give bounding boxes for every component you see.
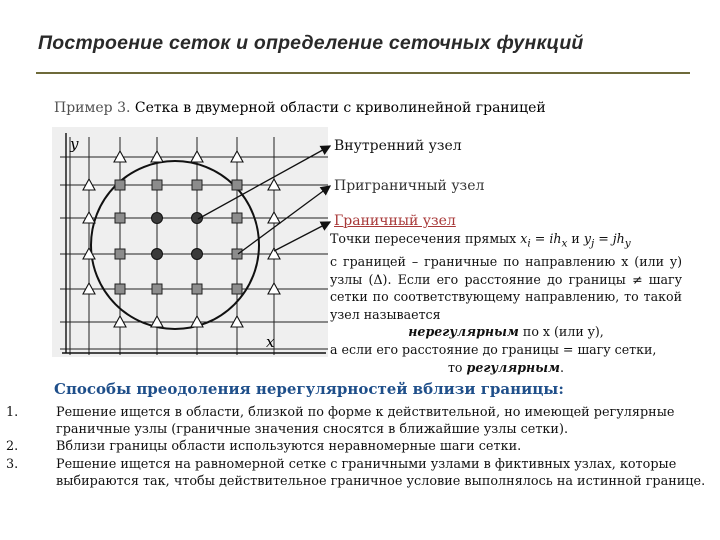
callout-near-boundary-node: Приграничный узел bbox=[334, 178, 485, 194]
near-boundary-node-icon bbox=[115, 180, 125, 190]
method-text: Вблизи границы области используются неравномерные шаги сетки. bbox=[56, 439, 522, 455]
description-block bbox=[330, 230, 682, 376]
near-boundary-node-icon bbox=[232, 249, 242, 259]
title-underline bbox=[36, 72, 690, 74]
callout-interior-node: Внутренний узел bbox=[334, 138, 462, 154]
regular-term: регулярным bbox=[466, 359, 560, 375]
irregular-tail: по x (или y), bbox=[522, 324, 604, 340]
near-boundary-node-icon bbox=[152, 284, 162, 294]
formula-y-var: y bbox=[583, 231, 591, 246]
example-caption bbox=[54, 100, 546, 116]
description-line-intersections bbox=[330, 230, 682, 253]
formula-y-rhs-sub: y bbox=[624, 237, 631, 250]
interior-node-icon bbox=[192, 213, 203, 224]
near-boundary-node-icon bbox=[232, 180, 242, 190]
formula-x bbox=[520, 231, 568, 250]
near-boundary-node-icon bbox=[152, 180, 162, 190]
method-number: 1. bbox=[6, 405, 19, 420]
methods-heading: Способы преодоления нерегулярностей вблизи границы: bbox=[54, 380, 564, 398]
formula-x-rhs-sub: x bbox=[561, 237, 568, 250]
near-boundary-nodes bbox=[115, 180, 242, 294]
methods-list bbox=[0, 404, 720, 490]
method-item bbox=[0, 404, 720, 438]
interior-nodes bbox=[152, 213, 203, 260]
description-regular-condition: а если его расстояние до границы = шагу сетки, bbox=[330, 342, 657, 358]
callout-boundary-node: Граничный узел bbox=[334, 213, 456, 229]
grid-figure bbox=[52, 127, 328, 357]
method-text: Решение ищется в области, близкой по форме к действительной, но имеющей регулярные граничные узлы (граничные значения сносятся в ближайшие узлы сетки). bbox=[56, 405, 675, 438]
x-axis-label: x bbox=[266, 333, 275, 351]
intersections-text: Точки пересечения прямых bbox=[330, 231, 517, 246]
interior-node-icon bbox=[192, 249, 203, 260]
grid-figure-svg bbox=[52, 127, 328, 357]
near-boundary-node-icon bbox=[115, 249, 125, 259]
method-item bbox=[0, 456, 720, 490]
and-word: и bbox=[571, 231, 580, 246]
irregular-term: нерегулярным bbox=[408, 324, 519, 340]
formula-y-rhs: = jh bbox=[594, 231, 625, 246]
example-text: Сетка в двумерной области с криволинейной границей bbox=[134, 100, 546, 116]
near-boundary-node-icon bbox=[115, 284, 125, 294]
formula-y-sub: j bbox=[590, 237, 595, 250]
interior-node-icon bbox=[152, 249, 163, 260]
axes bbox=[62, 133, 326, 353]
interior-node-icon bbox=[152, 213, 163, 224]
example-label: Пример 3. bbox=[54, 100, 131, 116]
formula-x-rhs: = ih bbox=[530, 231, 562, 246]
regular-end: . bbox=[560, 359, 565, 375]
method-number: 2. bbox=[6, 439, 19, 455]
page-title: Построение сеток и определение сеточных функций bbox=[38, 32, 584, 54]
near-boundary-node-icon bbox=[115, 213, 125, 223]
regular-then: то bbox=[447, 359, 463, 375]
description-regular bbox=[330, 359, 682, 377]
formula-x-sub: i bbox=[527, 237, 531, 250]
near-boundary-node-icon bbox=[232, 284, 242, 294]
formula-x-var: x bbox=[520, 231, 528, 246]
method-item bbox=[0, 438, 720, 455]
y-axis-label: y bbox=[70, 135, 79, 153]
method-number: 3. bbox=[6, 456, 19, 472]
formula-y bbox=[583, 231, 631, 250]
near-boundary-node-icon bbox=[192, 284, 202, 294]
description-paragraph: с границей – граничные по направлению x (или y) узлы (Δ). Если его расстояние до границы ≠ шагу сетки по соответствующему направлению, то такой узел называется bbox=[330, 254, 682, 322]
method-text: Решение ищется на равномерной сетке с граничными узлами в фиктивных узлах, которые выбираются так, чтобы действительное граничное условие выполнялось на истинной границе. bbox=[56, 456, 706, 489]
description-irregular bbox=[330, 323, 682, 341]
near-boundary-node-icon bbox=[192, 180, 202, 190]
near-boundary-node-icon bbox=[232, 213, 242, 223]
